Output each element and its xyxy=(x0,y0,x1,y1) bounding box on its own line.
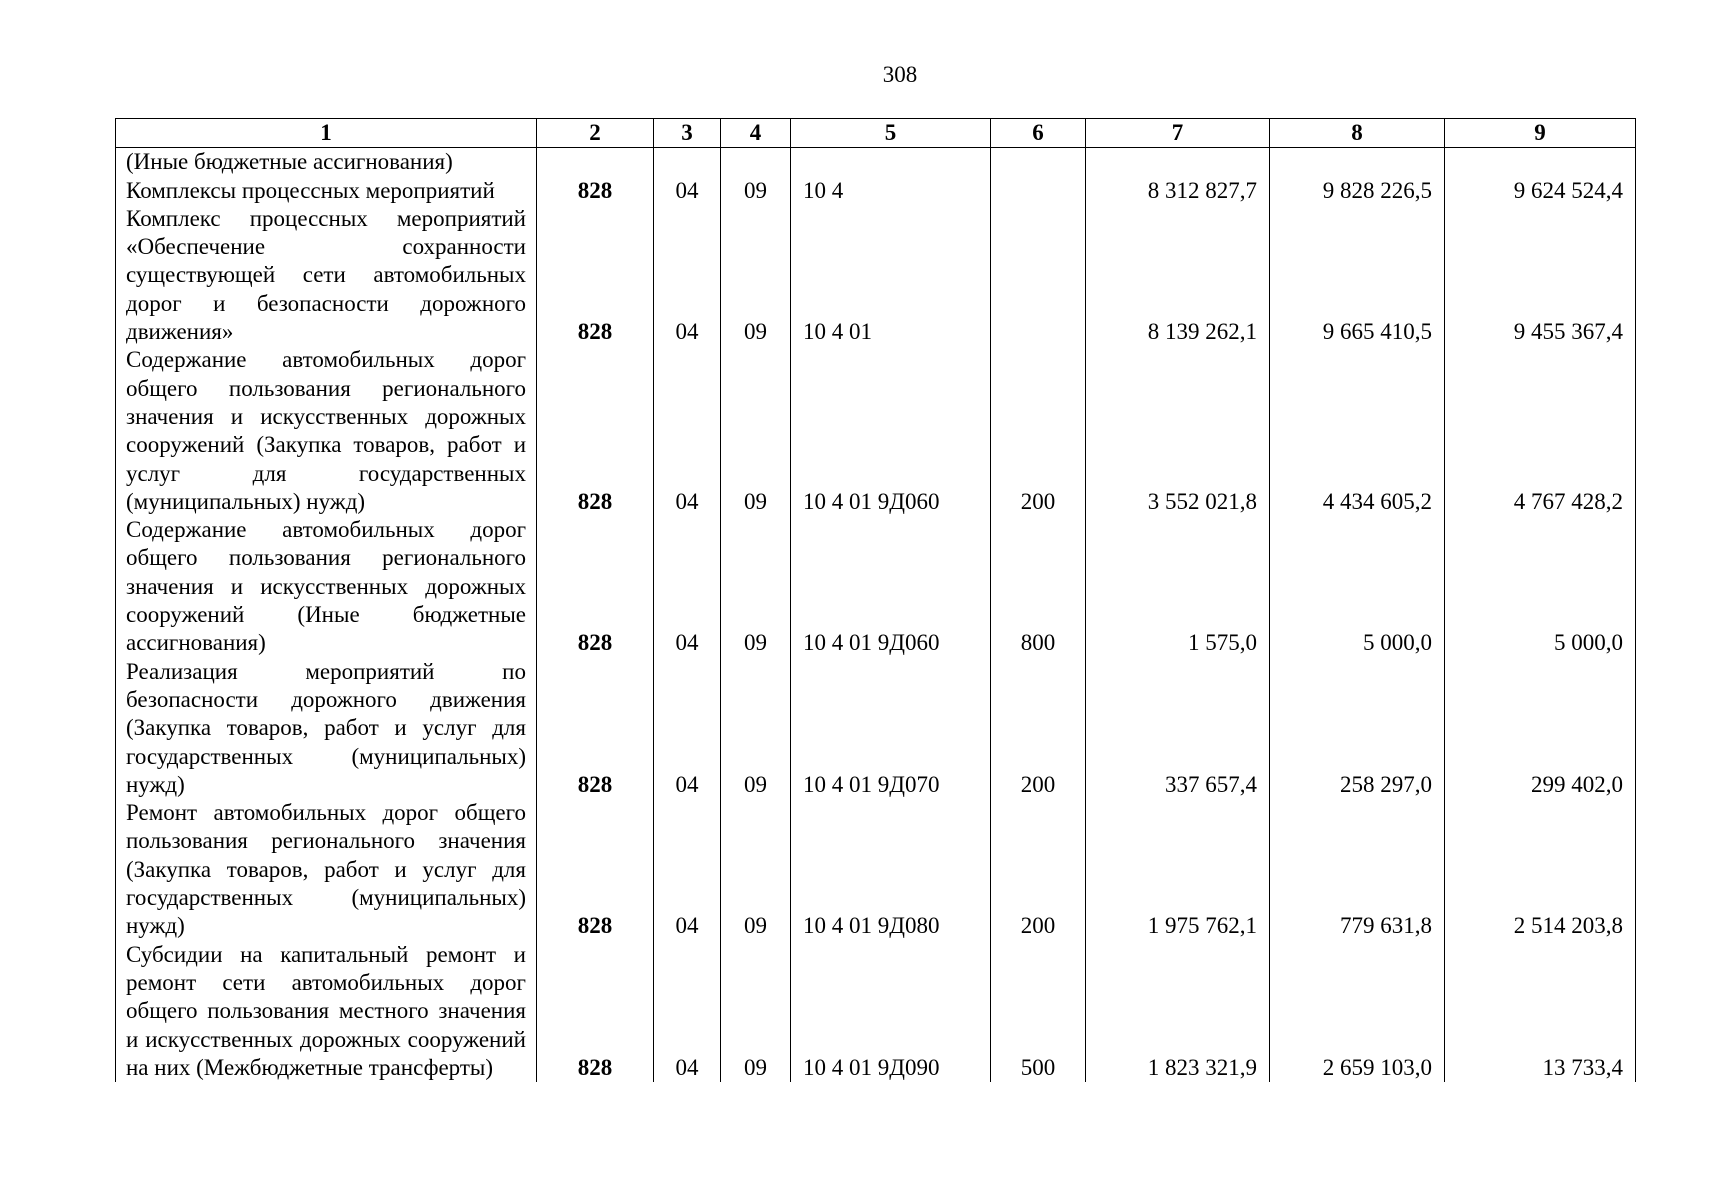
header-col-6: 6 xyxy=(991,119,1086,148)
row-code: 828 xyxy=(537,177,654,205)
row-value-col-8: 779 631,8 xyxy=(1270,799,1445,940)
row-expense-type: 800 xyxy=(991,516,1086,657)
table-row xyxy=(116,346,1636,516)
row-name: Комплексы процессных мероприятий xyxy=(116,177,537,205)
row-name: Содержание автомобильных дорог общего пользования регионального значения и искусственных дорожных сооружений (Закупка товаров, работ и услуг для государственных (муниципальных) нужд) xyxy=(116,346,537,516)
table-row xyxy=(116,658,1636,799)
row-code: 828 xyxy=(537,205,654,346)
budget-table xyxy=(115,118,1636,1082)
row-name: Субсидии на капитальный ремонт и ремонт сети автомобильных дорог общего пользования местного значения и искусственных дорожных сооружений на них (Межбюджетные трансферты) xyxy=(116,941,537,1082)
row-value-col-9: 5 000,0 xyxy=(1445,516,1636,657)
row-value-col-7: 8 139 262,1 xyxy=(1086,205,1270,346)
row-section: 04 xyxy=(654,516,721,657)
row-value-col-7: 1 823 321,9 xyxy=(1086,941,1270,1082)
top-note-row xyxy=(116,148,1636,177)
row-subsection: 09 xyxy=(721,205,791,346)
header-col-5: 5 xyxy=(791,119,991,148)
row-value-col-8: 5 000,0 xyxy=(1270,516,1445,657)
row-expense-type: 200 xyxy=(991,799,1086,940)
row-expense-type xyxy=(991,177,1086,205)
row-value-col-8: 4 434 605,2 xyxy=(1270,346,1445,516)
header-col-2: 2 xyxy=(537,119,654,148)
row-code: 828 xyxy=(537,516,654,657)
row-value-col-9: 9 455 367,4 xyxy=(1445,205,1636,346)
table-row xyxy=(116,799,1636,940)
row-code: 828 xyxy=(537,346,654,516)
row-name: Содержание автомобильных дорог общего пользования регионального значения и искусственных дорожных сооружений (Иные бюджетные ассигнования) xyxy=(116,516,537,657)
page-number: 308 xyxy=(882,62,918,87)
row-value-col-8: 9 665 410,5 xyxy=(1270,205,1445,346)
row-value-col-9: 4 767 428,2 xyxy=(1445,346,1636,516)
row-code: 828 xyxy=(537,799,654,940)
row-subsection: 09 xyxy=(721,177,791,205)
row-section: 04 xyxy=(654,205,721,346)
row-subsection: 09 xyxy=(721,799,791,940)
row-expense-type: 500 xyxy=(991,941,1086,1082)
row-value-col-8: 9 828 226,5 xyxy=(1270,177,1445,205)
table-row xyxy=(116,205,1636,346)
row-value-col-7: 1 575,0 xyxy=(1086,516,1270,657)
row-value-col-8: 258 297,0 xyxy=(1270,658,1445,799)
row-value-col-9: 299 402,0 xyxy=(1445,658,1636,799)
row-section: 04 xyxy=(654,941,721,1082)
row-value-col-9: 13 733,4 xyxy=(1445,941,1636,1082)
row-subsection: 09 xyxy=(721,516,791,657)
row-expense-type xyxy=(991,205,1086,346)
top-note: (Иные бюджетные ассигнования) xyxy=(116,148,537,177)
table-row xyxy=(116,177,1636,205)
header-col-7: 7 xyxy=(1086,119,1270,148)
row-subsection: 09 xyxy=(721,346,791,516)
row-target-item: 10 4 01 xyxy=(791,205,991,346)
row-section: 04 xyxy=(654,346,721,516)
row-value-col-7: 337 657,4 xyxy=(1086,658,1270,799)
row-target-item: 10 4 01 9Д060 xyxy=(791,516,991,657)
row-name: Ремонт автомобильных дорог общего пользования регионального значения (Закупка товаров, работ и услуг для государственных (муниципальных) нужд) xyxy=(116,799,537,940)
budget-table-wrapper xyxy=(115,118,1636,1082)
row-value-col-7: 8 312 827,7 xyxy=(1086,177,1270,205)
row-section: 04 xyxy=(654,799,721,940)
header-col-9: 9 xyxy=(1445,119,1636,148)
row-target-item: 10 4 xyxy=(791,177,991,205)
row-value-col-9: 2 514 203,8 xyxy=(1445,799,1636,940)
row-target-item: 10 4 01 9Д060 xyxy=(791,346,991,516)
row-value-col-7: 1 975 762,1 xyxy=(1086,799,1270,940)
header-col-3: 3 xyxy=(654,119,721,148)
row-target-item: 10 4 01 9Д070 xyxy=(791,658,991,799)
table-row xyxy=(116,516,1636,657)
row-section: 04 xyxy=(654,658,721,799)
table-row xyxy=(116,941,1636,1082)
row-name: Реализация мероприятий по безопасности дорожного движения (Закупка товаров, работ и услуг для государственных (муниципальных) нужд) xyxy=(116,658,537,799)
header-col-1: 1 xyxy=(116,119,537,148)
row-code: 828 xyxy=(537,941,654,1082)
header-col-4: 4 xyxy=(721,119,791,148)
row-name: Комплекс процессных мероприятий «Обеспечение сохранности существующей сети автомобильных дорог и безопасности дорожного движения» xyxy=(116,205,537,346)
row-code: 828 xyxy=(537,658,654,799)
row-target-item: 10 4 01 9Д080 xyxy=(791,799,991,940)
row-subsection: 09 xyxy=(721,941,791,1082)
row-value-col-7: 3 552 021,8 xyxy=(1086,346,1270,516)
header-col-8: 8 xyxy=(1270,119,1445,148)
row-value-col-8: 2 659 103,0 xyxy=(1270,941,1445,1082)
row-expense-type: 200 xyxy=(991,658,1086,799)
row-target-item: 10 4 01 9Д090 xyxy=(791,941,991,1082)
row-value-col-9: 9 624 524,4 xyxy=(1445,177,1636,205)
header-row xyxy=(116,119,1636,148)
row-section: 04 xyxy=(654,177,721,205)
row-subsection: 09 xyxy=(721,658,791,799)
row-expense-type: 200 xyxy=(991,346,1086,516)
